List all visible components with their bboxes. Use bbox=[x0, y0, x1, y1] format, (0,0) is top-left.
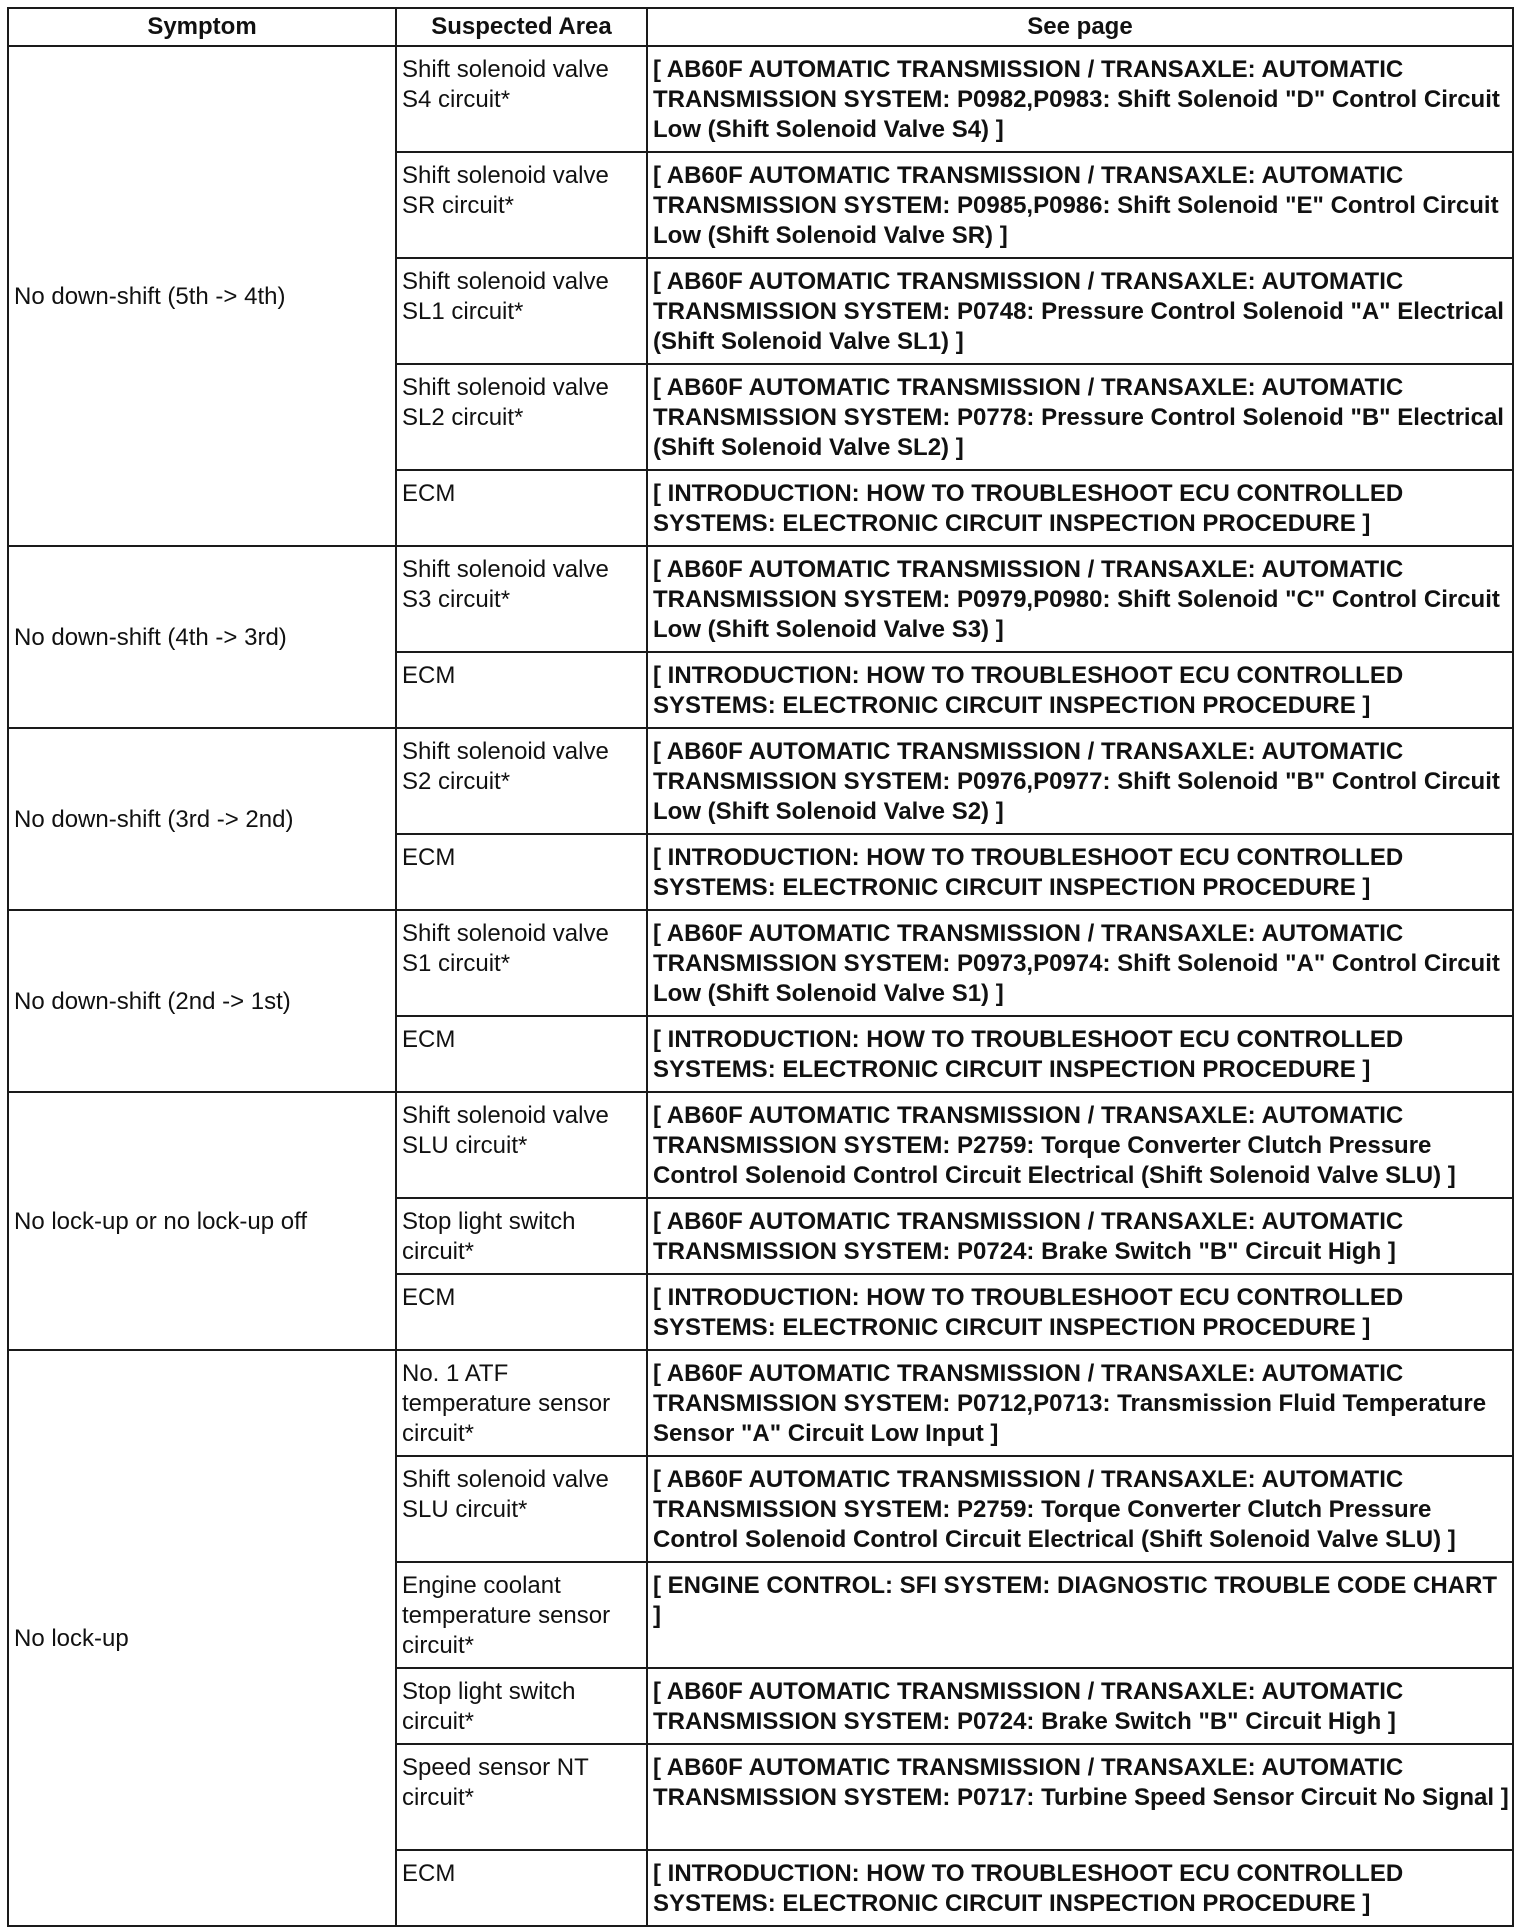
table-row bbox=[8, 910, 1513, 1016]
symptom-cell: No down-shift (5th -> 4th) bbox=[8, 46, 396, 546]
suspected-area-cell: ECM bbox=[396, 1274, 647, 1350]
see-page-link[interactable]: [ AB60F AUTOMATIC TRANSMISSION / TRANSAXLE: AUTOMATIC TRANSMISSION SYSTEM: P0979,P0980: Shift Solenoid "C" Control Circuit Low (Shift Solenoid Valve S3) ] bbox=[647, 546, 1513, 652]
symptom-cell: No lock-up or no lock-up off bbox=[8, 1092, 396, 1350]
see-page-link[interactable]: [ AB60F AUTOMATIC TRANSMISSION / TRANSAXLE: AUTOMATIC TRANSMISSION SYSTEM: P0778: Pressure Control Solenoid "B" Electrical (Shift Solenoid Valve SL2) ] bbox=[647, 364, 1513, 470]
see-page-link[interactable]: [ AB60F AUTOMATIC TRANSMISSION / TRANSAXLE: AUTOMATIC TRANSMISSION SYSTEM: P0982,P0983: Shift Solenoid "D" Control Circuit Low (Shift Solenoid Valve S4) ] bbox=[647, 46, 1513, 152]
see-page-link[interactable]: [ AB60F AUTOMATIC TRANSMISSION / TRANSAXLE: AUTOMATIC TRANSMISSION SYSTEM: P0985,P0986: Shift Solenoid "E" Control Circuit Low (Shift Solenoid Valve SR) ] bbox=[647, 152, 1513, 258]
suspected-area-cell: Speed sensor NT circuit* bbox=[396, 1744, 647, 1850]
symptom-cell: No down-shift (2nd -> 1st) bbox=[8, 910, 396, 1092]
suspected-area-cell: ECM bbox=[396, 1016, 647, 1092]
troubleshooting-table bbox=[7, 7, 1514, 1927]
suspected-area-cell: Shift solenoid valve SLU circuit* bbox=[396, 1456, 647, 1562]
troubleshooting-table-container bbox=[7, 7, 1514, 1927]
symptom-cell: No down-shift (3rd -> 2nd) bbox=[8, 728, 396, 910]
suspected-area-cell: Shift solenoid valve S2 circuit* bbox=[396, 728, 647, 834]
see-page-link[interactable]: [ ENGINE CONTROL: SFI SYSTEM: DIAGNOSTIC TROUBLE CODE CHART ] bbox=[647, 1562, 1513, 1668]
suspected-area-cell: ECM bbox=[396, 470, 647, 546]
suspected-area-cell: No. 1 ATF temperature sensor circuit* bbox=[396, 1350, 647, 1456]
see-page-link[interactable]: [ AB60F AUTOMATIC TRANSMISSION / TRANSAXLE: AUTOMATIC TRANSMISSION SYSTEM: P2759: Torque Converter Clutch Pressure Control Solenoid Control Circuit Electrical (Shift Solenoid Valve SLU) ] bbox=[647, 1456, 1513, 1562]
see-page-link[interactable]: [ AB60F AUTOMATIC TRANSMISSION / TRANSAXLE: AUTOMATIC TRANSMISSION SYSTEM: P0724: Brake Switch "B" Circuit High ] bbox=[647, 1198, 1513, 1274]
see-page-link[interactable]: [ AB60F AUTOMATIC TRANSMISSION / TRANSAXLE: AUTOMATIC TRANSMISSION SYSTEM: P0712,P0713: Transmission Fluid Temperature Sensor "A" Circuit Low Input ] bbox=[647, 1350, 1513, 1456]
see-page-link[interactable]: [ INTRODUCTION: HOW TO TROUBLESHOOT ECU CONTROLLED SYSTEMS: ELECTRONIC CIRCUIT INSPECTION PROCEDURE ] bbox=[647, 1850, 1513, 1926]
header-see-page: See page bbox=[647, 8, 1513, 46]
suspected-area-cell: ECM bbox=[396, 1850, 647, 1926]
suspected-area-cell: ECM bbox=[396, 834, 647, 910]
see-page-link[interactable]: [ AB60F AUTOMATIC TRANSMISSION / TRANSAXLE: AUTOMATIC TRANSMISSION SYSTEM: P2759: Torque Converter Clutch Pressure Control Solenoid Control Circuit Electrical (Shift Solenoid Valve SLU) ] bbox=[647, 1092, 1513, 1198]
suspected-area-cell: ECM bbox=[396, 652, 647, 728]
suspected-area-cell: Shift solenoid valve SL2 circuit* bbox=[396, 364, 647, 470]
see-page-link[interactable]: [ AB60F AUTOMATIC TRANSMISSION / TRANSAXLE: AUTOMATIC TRANSMISSION SYSTEM: P0973,P0974: Shift Solenoid "A" Control Circuit Low (Shift Solenoid Valve S1) ] bbox=[647, 910, 1513, 1016]
see-page-link[interactable]: [ INTRODUCTION: HOW TO TROUBLESHOOT ECU CONTROLLED SYSTEMS: ELECTRONIC CIRCUIT INSPECTION PROCEDURE ] bbox=[647, 834, 1513, 910]
suspected-area-cell: Shift solenoid valve SLU circuit* bbox=[396, 1092, 647, 1198]
table-row bbox=[8, 546, 1513, 652]
see-page-link[interactable]: [ AB60F AUTOMATIC TRANSMISSION / TRANSAXLE: AUTOMATIC TRANSMISSION SYSTEM: P0724: Brake Switch "B" Circuit High ] bbox=[647, 1668, 1513, 1744]
table-row bbox=[8, 1092, 1513, 1198]
header-symptom: Symptom bbox=[8, 8, 396, 46]
suspected-area-cell: Engine coolant temperature sensor circuit* bbox=[396, 1562, 647, 1668]
suspected-area-cell: Stop light switch circuit* bbox=[396, 1668, 647, 1744]
see-page-link[interactable]: [ AB60F AUTOMATIC TRANSMISSION / TRANSAXLE: AUTOMATIC TRANSMISSION SYSTEM: P0976,P0977: Shift Solenoid "B" Control Circuit Low (Shift Solenoid Valve S2) ] bbox=[647, 728, 1513, 834]
suspected-area-cell: Shift solenoid valve S3 circuit* bbox=[396, 546, 647, 652]
suspected-area-cell: Shift solenoid valve SL1 circuit* bbox=[396, 258, 647, 364]
table-row bbox=[8, 46, 1513, 152]
see-page-link[interactable]: [ INTRODUCTION: HOW TO TROUBLESHOOT ECU CONTROLLED SYSTEMS: ELECTRONIC CIRCUIT INSPECTION PROCEDURE ] bbox=[647, 652, 1513, 728]
header-row bbox=[8, 8, 1513, 46]
see-page-link[interactable]: [ AB60F AUTOMATIC TRANSMISSION / TRANSAXLE: AUTOMATIC TRANSMISSION SYSTEM: P0748: Pressure Control Solenoid "A" Electrical (Shift Solenoid Valve SL1) ] bbox=[647, 258, 1513, 364]
suspected-area-cell: Stop light switch circuit* bbox=[396, 1198, 647, 1274]
suspected-area-cell: Shift solenoid valve S1 circuit* bbox=[396, 910, 647, 1016]
suspected-area-cell: Shift solenoid valve SR circuit* bbox=[396, 152, 647, 258]
see-page-link[interactable]: [ INTRODUCTION: HOW TO TROUBLESHOOT ECU CONTROLLED SYSTEMS: ELECTRONIC CIRCUIT INSPECTION PROCEDURE ] bbox=[647, 470, 1513, 546]
see-page-link[interactable]: [ AB60F AUTOMATIC TRANSMISSION / TRANSAXLE: AUTOMATIC TRANSMISSION SYSTEM: P0717: Turbine Speed Sensor Circuit No Signal ] bbox=[647, 1744, 1513, 1850]
table-row bbox=[8, 1350, 1513, 1456]
see-page-link[interactable]: [ INTRODUCTION: HOW TO TROUBLESHOOT ECU CONTROLLED SYSTEMS: ELECTRONIC CIRCUIT INSPECTION PROCEDURE ] bbox=[647, 1016, 1513, 1092]
suspected-area-cell: Shift solenoid valve S4 circuit* bbox=[396, 46, 647, 152]
symptom-cell: No lock-up bbox=[8, 1350, 396, 1926]
see-page-link[interactable]: [ INTRODUCTION: HOW TO TROUBLESHOOT ECU CONTROLLED SYSTEMS: ELECTRONIC CIRCUIT INSPECTION PROCEDURE ] bbox=[647, 1274, 1513, 1350]
header-suspected-area: Suspected Area bbox=[396, 8, 647, 46]
table-row bbox=[8, 728, 1513, 834]
symptom-cell: No down-shift (4th -> 3rd) bbox=[8, 546, 396, 728]
